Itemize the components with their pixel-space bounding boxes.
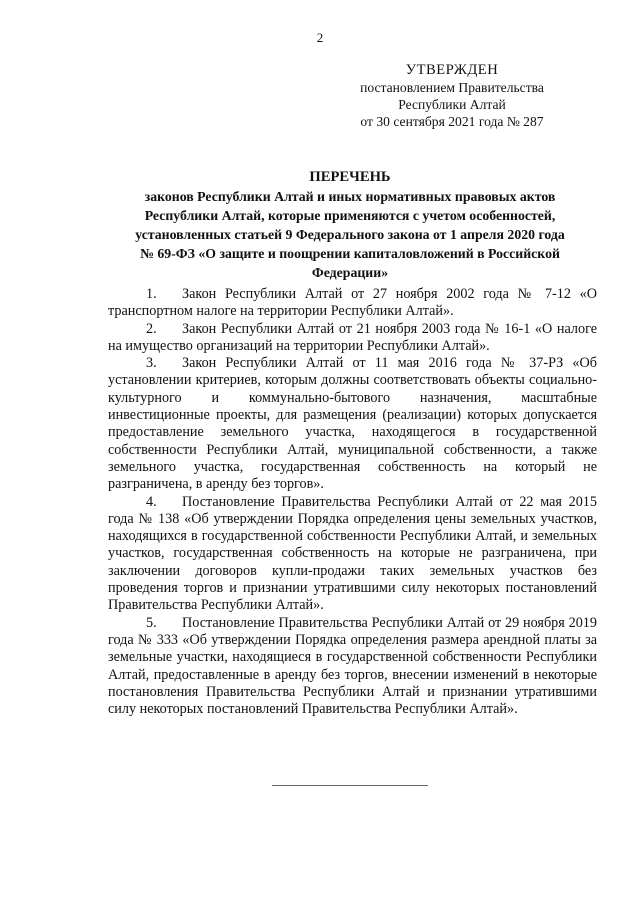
heading-line-3: установленных статьей 9 Федерального закона от 1 апреля 2020 года <box>135 227 565 242</box>
approval-stamp <box>352 62 552 130</box>
document-heading <box>108 168 592 282</box>
item-text: Постановление Правительства Республики Алтай от 29 ноября 2019 года № 333 «Об утверждении Порядка определения размера арендной платы за земельные участки, находящиеся в государственной собственности Республики Алтай, предоставленные в аренду без торгов, внесении изменений в некоторые постановления Правительства Республики Алтай и признании утратившими силу некоторых постановлений Правительства Республики Алтай». <box>108 614 597 718</box>
list-item <box>108 286 597 321</box>
approval-title: УТВЕРЖДЕН <box>405 62 499 78</box>
item-text: Закон Республики Алтай от 27 ноября 2002 года № 7-12 «О транспортном налоге на территории Республики Алтай». <box>108 286 597 320</box>
page-number: 2 <box>316 30 324 45</box>
item-number: 1. <box>146 286 157 302</box>
approval-line-1: постановлением Правительства <box>360 80 544 95</box>
item-number: 4. <box>146 493 157 510</box>
list-item <box>108 615 597 719</box>
heading-line-4: № 69-ФЗ «О защите и поощрении капиталовложений в Российской <box>140 246 560 261</box>
items-list <box>108 286 597 718</box>
heading-line-1: законов Республики Алтай и иных нормативных правовых актов <box>144 189 556 204</box>
list-item <box>108 355 597 493</box>
item-text: Постановление Правительства Республики Алтай от 22 мая 2015 года № 138 «Об утверждении Порядка определения цены земельных участков, находящихся в государственной собственности Республики Алтай, и земельных участков, государственная собственность на которые не разграничена, при заключении договоров купли-продажи таких земельных участков без проведения торгов и признании утратившими силу некоторых постановлений Правительства Республики Алтай». <box>108 493 597 614</box>
item-text: Закон Республики Алтай от 11 мая 2016 года № 37-РЗ «Об установлении критериев, которым должны соответствовать объекты социально-культурного и коммунально-бытового назначения, масштабные инвестиционные проекты, для размещения (реализации) которых допускается предоставление земельного участка, находящегося в государственной собственности Республики Алтай, муниципальной собственности, а также земельного участка, государственная собственность на который не разграничена, в аренду без торгов». <box>108 355 597 493</box>
item-number: 3. <box>146 355 157 372</box>
list-item <box>108 321 597 356</box>
heading-line-2: Республики Алтай, которые применяются с учетом особенностей, <box>144 208 556 223</box>
heading-line-5: Федерации» <box>311 265 389 280</box>
heading-title: ПЕРЕЧЕНЬ <box>309 169 391 185</box>
list-item <box>108 494 597 615</box>
item-text: Закон Республики Алтай от 21 ноября 2003 года № 16-1 «О налоге на имущество организаций на территории Республики Алтай». <box>108 320 597 354</box>
approval-line-3: от 30 сентября 2021 года № 287 <box>360 114 544 129</box>
end-divider <box>272 785 428 786</box>
approval-line-2: Республики Алтай <box>398 97 506 112</box>
item-number: 5. <box>146 614 157 631</box>
item-number: 2. <box>146 320 157 337</box>
